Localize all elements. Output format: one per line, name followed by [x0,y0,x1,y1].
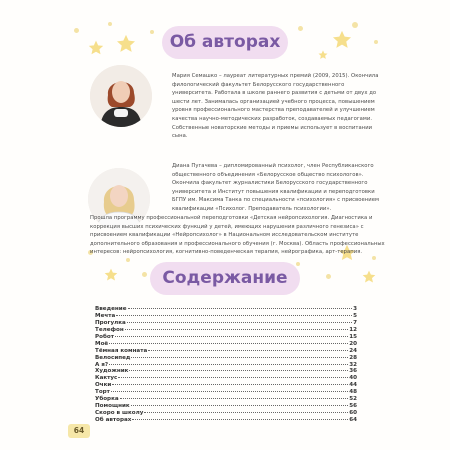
toc-entry-title: Скоро в школу [95,410,144,417]
toc-leader-dots [148,350,348,351]
toc-entry-title: Введение [95,306,127,312]
toc-entry-title: Уборка [95,396,119,403]
toc-leader-dots [109,364,348,365]
toc-entry[interactable] [95,410,357,417]
toc-leader-dots [132,419,348,420]
toc-entry[interactable] [95,362,357,369]
decor-dot [352,22,358,28]
decor-dot [126,258,130,262]
toc-leader-dots [109,343,348,344]
toc-entry-page: 52 [349,396,357,403]
toc-entry-page: 5 [353,312,357,319]
toc-entry[interactable] [95,327,357,334]
toc-entry-page: 3 [353,306,357,312]
section-heading-contents: Содержание [150,262,300,295]
toc-entry-page: 7 [353,319,357,326]
star-icon [362,270,376,284]
toc-entry-title: Кактус [95,375,118,382]
decor-dot [296,262,300,266]
toc-leader-dots [131,405,348,406]
toc-entry-title: Телефон [95,326,124,333]
toc-entry[interactable] [95,417,357,424]
toc-entry-page: 20 [349,340,357,347]
toc-entry-page: 48 [349,389,357,396]
toc-entry[interactable] [95,306,357,313]
decor-dot [108,22,112,26]
decor-dot [150,30,154,34]
toc-leader-dots [127,322,352,323]
decor-dot [74,28,79,33]
toc-leader-dots [116,315,352,316]
toc-entry-title: Моё [95,340,109,347]
author-photo [90,65,152,127]
toc-entry[interactable] [95,375,357,382]
toc-entry-title: Тёмная комната [95,347,148,354]
toc-entry-page: 32 [349,361,357,368]
toc-leader-dots [128,308,353,309]
toc-entry-page: 24 [349,347,357,354]
toc-entry[interactable] [95,341,357,348]
author-bio-continued: Прошла программу профессиональной переподготовки «Детская нейропсихология. Диагностика и коррекция высших психических функций у детей, имеющих нарушения различного генезиса» с присвоением квалификации «Нейропсихолог» в Национальном исследовательском институте дополнительного образования и профессионального обучения (г. Москва). Область профессиональных интересов: нейропсихология, когнитивно-поведенческая терапия, нейрографика, арт-терапия. [90,215,385,256]
toc-leader-dots [112,384,348,385]
toc-entry-title: Робот [95,333,114,340]
table-of-contents [95,306,357,424]
toc-entry[interactable] [95,382,357,389]
toc-leader-dots [144,412,348,413]
toc-entry[interactable] [95,334,357,341]
toc-entry[interactable] [95,320,357,327]
star-icon [104,268,118,282]
toc-entry-page: 36 [349,368,357,375]
toc-entry-page: 56 [349,403,357,410]
toc-entry-title: Велосипед [95,354,131,361]
toc-entry-title: Торт [95,389,110,396]
star-icon [318,50,328,60]
decor-dot [298,26,303,31]
star-icon [88,40,104,56]
toc-entry-title: Мечта [95,312,116,319]
toc-leader-dots [115,336,348,337]
toc-entry-page: 15 [349,333,357,340]
toc-entry-page: 60 [349,410,357,417]
section-heading-authors: Об авторах [162,26,288,59]
toc-entry-title: Прогулка [95,319,126,326]
toc-entry[interactable] [95,396,357,403]
toc-entry-title: Очки [95,382,112,389]
toc-entry[interactable] [95,389,357,396]
toc-entry-page: 28 [349,354,357,361]
toc-entry-page: 64 [349,417,357,423]
toc-entry-title: Об авторах [95,417,132,423]
toc-entry[interactable] [95,368,357,375]
decor-dot [142,272,147,277]
star-icon [332,30,352,50]
decor-dot [374,40,378,44]
star-icon [116,34,136,54]
toc-entry-page: 40 [349,375,357,382]
toc-leader-dots [118,377,348,378]
toc-entry-title: А я? [95,361,109,368]
toc-entry-page: 12 [349,326,357,333]
toc-leader-dots [125,329,348,330]
toc-entry[interactable] [95,355,357,362]
author-bio: Диана Пугачева – дипломированный психолог, член Республиканского общественного объединения «Белорусское общество психологов». Окончила факультет журналистики Белорусского государственного университета и Институт повышения квалификации и переподготовки БГПУ им. Максима Танка по специальности «психология» с присвоением квалификации «Психолог. Преподаватель психологии». [172,163,380,212]
toc-entry-title: Художник [95,368,129,375]
author-bio: Мария Семашко – лауреат литературных премий (2009, 2015). Окончила филологический факультет Белорусского государственного университета. Работала в школе раннего развития с детьми от двух до шести лет. Занималась организацией учебного процесса, повышением уровня профессионального мастерства преподавателей и улучшением качества научно-методических разработок, создаваемых педагогами. Собственные новаторские методы и приемы использует в воспитании сына. [172,73,379,140]
decor-dot [326,274,331,279]
toc-entry-title: Помощник [95,403,130,410]
toc-entry[interactable] [95,348,357,355]
toc-entry-page: 44 [349,382,357,389]
toc-leader-dots [131,357,348,358]
toc-entry[interactable] [95,403,357,410]
toc-leader-dots [129,370,348,371]
toc-leader-dots [111,391,348,392]
page-number: 64 [68,424,90,438]
toc-entry[interactable] [95,313,357,320]
toc-leader-dots [120,398,349,399]
